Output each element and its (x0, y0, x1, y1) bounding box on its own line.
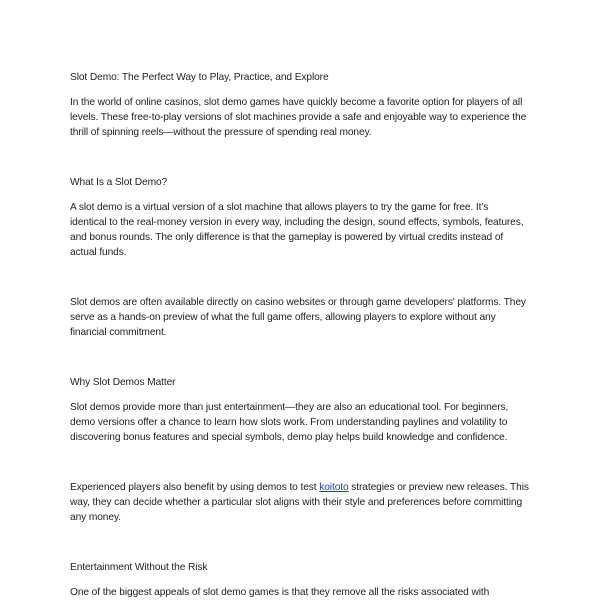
document-title: Slot Demo: The Perfect Way to Play, Practice, and Explore (70, 72, 329, 83)
paragraph-line: demo versions offer a chance to learn how slots work. From understanding paylines and volatility to (70, 417, 508, 428)
paragraph-line: In the world of online casinos, slot demo games have quickly become a favorite option for players of all (70, 97, 523, 108)
paragraph-line (70, 480, 529, 495)
section-heading: What Is a Slot Demo? (70, 177, 168, 188)
text-span: strategies or preview new releases. This (348, 482, 529, 493)
paragraph-line: way, they can decide whether a particular slot aligns with their style and preferences before committing (70, 497, 523, 508)
paragraph-line: and bonus rounds. The only difference is that the gameplay is powered by virtual credits instead of (70, 232, 504, 243)
paragraph-line: Slot demos are often available directly on casino websites or through game developers' platforms. They (70, 297, 526, 308)
paragraph-line: One of the biggest appeals of slot demo games is that they remove all the risks associated with (70, 587, 490, 598)
paragraph-line: discovering bonus features and special symbols, demo play helps build knowledge and confidence. (70, 432, 508, 443)
paragraph-line: A slot demo is a virtual version of a slot machine that allows players to try the game for free. It’s (70, 202, 489, 213)
paragraph-line: any money. (70, 512, 121, 523)
paragraph-line: financial commitment. (70, 327, 167, 338)
paragraph-line: identical to the real-money version in every way, including the design, sound effects, symbols, features, (70, 217, 524, 228)
paragraph-line: actual funds. (70, 247, 127, 258)
section-heading: Entertainment Without the Risk (70, 562, 208, 573)
koitoto-link[interactable]: koitoto (319, 482, 349, 493)
paragraph-line: thrill of spinning reels—without the pressure of spending real money. (70, 127, 372, 138)
paragraph-line: levels. These free-to-play versions of slot machines provide a safe and enjoyable way to experience the (70, 112, 527, 123)
paragraph-line: Slot demos provide more than just entertainment—they are also an educational tool. For beginners, (70, 402, 509, 413)
text-span: Experienced players also benefit by using demos to test (70, 482, 320, 493)
paragraph-line: serve as a hands-on preview of what the full game offers, allowing players to explore without any (70, 312, 496, 323)
section-heading: Why Slot Demos Matter (70, 377, 176, 388)
